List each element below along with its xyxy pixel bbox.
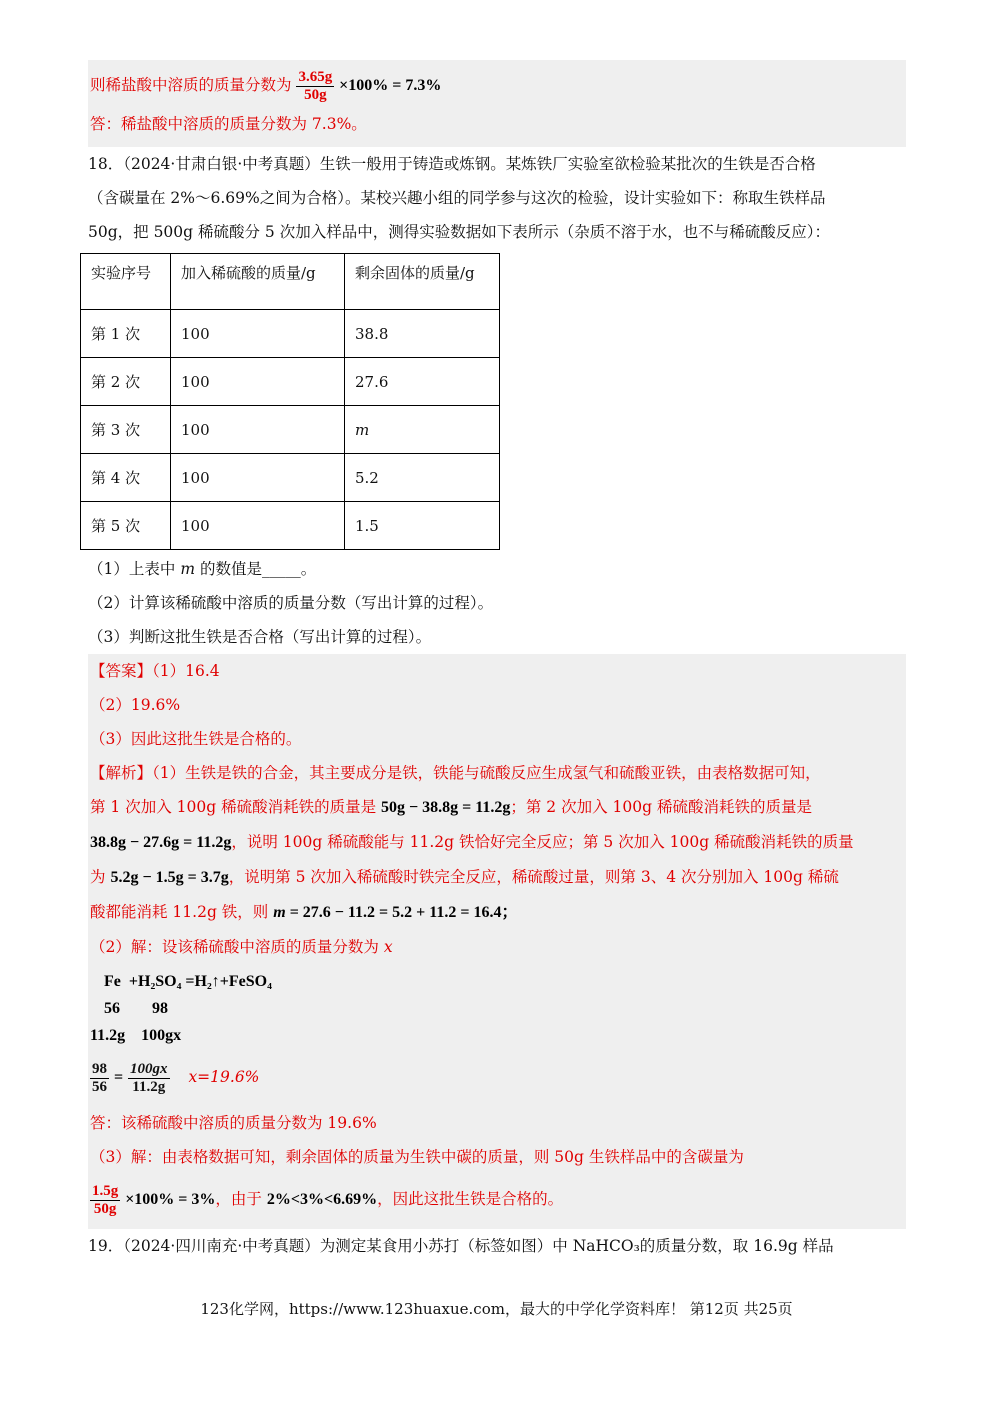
answer-line2: （2）19.6% xyxy=(90,696,181,714)
table-cell: 第 5 次 xyxy=(81,502,171,550)
table-cell: 27.6 xyxy=(345,358,500,406)
q18-stem-line3: 50g，把 500g 稀硫酸分 5 次加入样品中，测得实验数据如下表所示（杂质不溶于水，也不与稀硫酸反应）： xyxy=(88,223,830,241)
table-header-cell: 加入稀硫酸的质量/g xyxy=(171,254,345,310)
table-row xyxy=(81,310,500,358)
q17-result-line: 则稀盐酸中溶质的质量分数为 $\frac{3.65g}{50g}$ ×100% = 7.3% xyxy=(90,68,442,103)
part2-intro: （2）解：设该稀硫酸中溶质的质量分数为 x xyxy=(90,938,393,956)
analysis-line1: 【解析】（1）生铁是铁的合金，其主要成分是铁，铁能与硫酸反应生成氢气和硫酸亚铁，由表格数据可知， xyxy=(90,764,821,782)
chemical-equation: Fe +H₂SO₄ =H₂↑+FeSO₄ xyxy=(104,973,272,990)
analysis-line2: 第 1 次加入 100g 稀硫酸消耗铁的质量是 50g − 38.8g = 11.2g；第 2 次加入 100g 稀硫酸消耗铁的质量是 xyxy=(90,798,812,816)
ratio-line: $\frac{98}{56}$ = $\frac{100gx}{11.2g}$ x=19.6% xyxy=(92,1060,260,1095)
given-mass-line: 11.2g 100gx xyxy=(90,1027,182,1044)
page-content xyxy=(88,60,906,1263)
part3-line: （3）解：由表格数据可知，剩余固体的质量为生铁中碳的质量，则 50g 生铁样品中的含碳量为 xyxy=(90,1148,744,1166)
q18-answer-block xyxy=(88,654,906,1229)
q18-sub3: （3）判断这批生铁是否合格（写出计算的过程）。 xyxy=(88,628,432,646)
table-cell: 100 xyxy=(171,310,345,358)
carbon-fraction: $\frac{1.5g}{50g}$ xyxy=(92,1182,119,1217)
q19-stem: 19．（2024·四川南充·中考真题）为测定某食用小苏打（标签如图）中 NaHCO₃的质量分数，取 16.9g 样品 xyxy=(88,1237,834,1255)
table-cell: 第 2 次 xyxy=(81,358,171,406)
part2-answer: 答：该稀硫酸中溶质的质量分数为 19.6% xyxy=(90,1114,377,1132)
table-row xyxy=(81,406,500,454)
ratio-result: x=19.6% xyxy=(188,1068,260,1086)
table-cell: 100 xyxy=(171,406,345,454)
table-header-cell: 剩余固体的质量/g xyxy=(345,254,500,310)
table-cell: 100 xyxy=(171,454,345,502)
table-header-cell: 实验序号 xyxy=(81,254,171,310)
q18-sub2: （2）计算该稀硫酸中溶质的质量分数（写出计算的过程）。 xyxy=(88,594,494,612)
part3-conclusion: $\frac{1.5g}{50g}$ ×100% = 3%，由于 2%<3%<6.69%，因此这批生铁是合格的。 xyxy=(92,1182,564,1217)
ratio-fraction-left: $\frac{98}{56}$ xyxy=(92,1060,107,1095)
molar-mass-line: 56 98 xyxy=(104,1000,168,1017)
q17-answer: 答：稀盐酸中溶质的质量分数为 7.3%。 xyxy=(90,115,367,133)
q18-sub1: （1）上表中 m 的数值是_____。 xyxy=(88,560,317,578)
table-cell: m xyxy=(345,406,500,454)
table-cell: 38.8 xyxy=(345,310,500,358)
answer-line3: （3）因此这批生铁是合格的。 xyxy=(90,730,302,748)
table-cell: 1.5 xyxy=(345,502,500,550)
chemical-equation-block xyxy=(90,968,906,1022)
table-header-row xyxy=(81,254,500,310)
q17-fraction: $\frac{3.65g}{50g}$ xyxy=(298,68,333,103)
q18-stem-line2: （含碳量在 2%～6.69%之间为合格）。某校兴趣小组的同学参与这次的检验，设计实验如下：称取生铁样品 xyxy=(88,189,826,207)
table-cell: 100 xyxy=(171,358,345,406)
table-cell: 第 1 次 xyxy=(81,310,171,358)
analysis-line5: 酸都能消耗 11.2g 铁，则 m = 27.6 − 11.2 = 5.2 + 11.2 = 16.4； xyxy=(90,903,518,921)
table-cell: 第 3 次 xyxy=(81,406,171,454)
ratio-fraction-right: $\frac{100gx}{11.2g}$ xyxy=(130,1060,168,1095)
experiment-table xyxy=(80,253,500,550)
q18-stem-line1: 18．（2024·甘肃白银·中考真题）生铁一般用于铸造或炼钢。某炼铁厂实验室欲检验某批次的生铁是否合格 xyxy=(88,155,816,173)
table-cell: 100 xyxy=(171,502,345,550)
table-cell: 5.2 xyxy=(345,454,500,502)
answer-line1: 【答案】（1）16.4 xyxy=(90,662,220,680)
analysis-line4: 为 5.2g − 1.5g = 3.7g，说明第 5 次加入稀硫酸时铁完全反应，稀硫酸过量，则第 3、4 次分别加入 100g 稀硫 xyxy=(90,868,839,886)
page-footer: 123化学网，https://www.123huaxue.com，最大的中学化学资料库！ 第12页 共25页 xyxy=(200,1300,793,1318)
table-row xyxy=(81,454,500,502)
table-cell: 第 4 次 xyxy=(81,454,171,502)
q17-answer-block xyxy=(88,60,906,147)
table-row xyxy=(81,502,500,550)
table-row xyxy=(81,358,500,406)
analysis-line3: 38.8g − 27.6g = 11.2g，说明 100g 稀硫酸能与 11.2g 铁恰好完全反应；第 5 次加入 100g 稀硫酸消耗铁的质量 xyxy=(90,833,854,851)
